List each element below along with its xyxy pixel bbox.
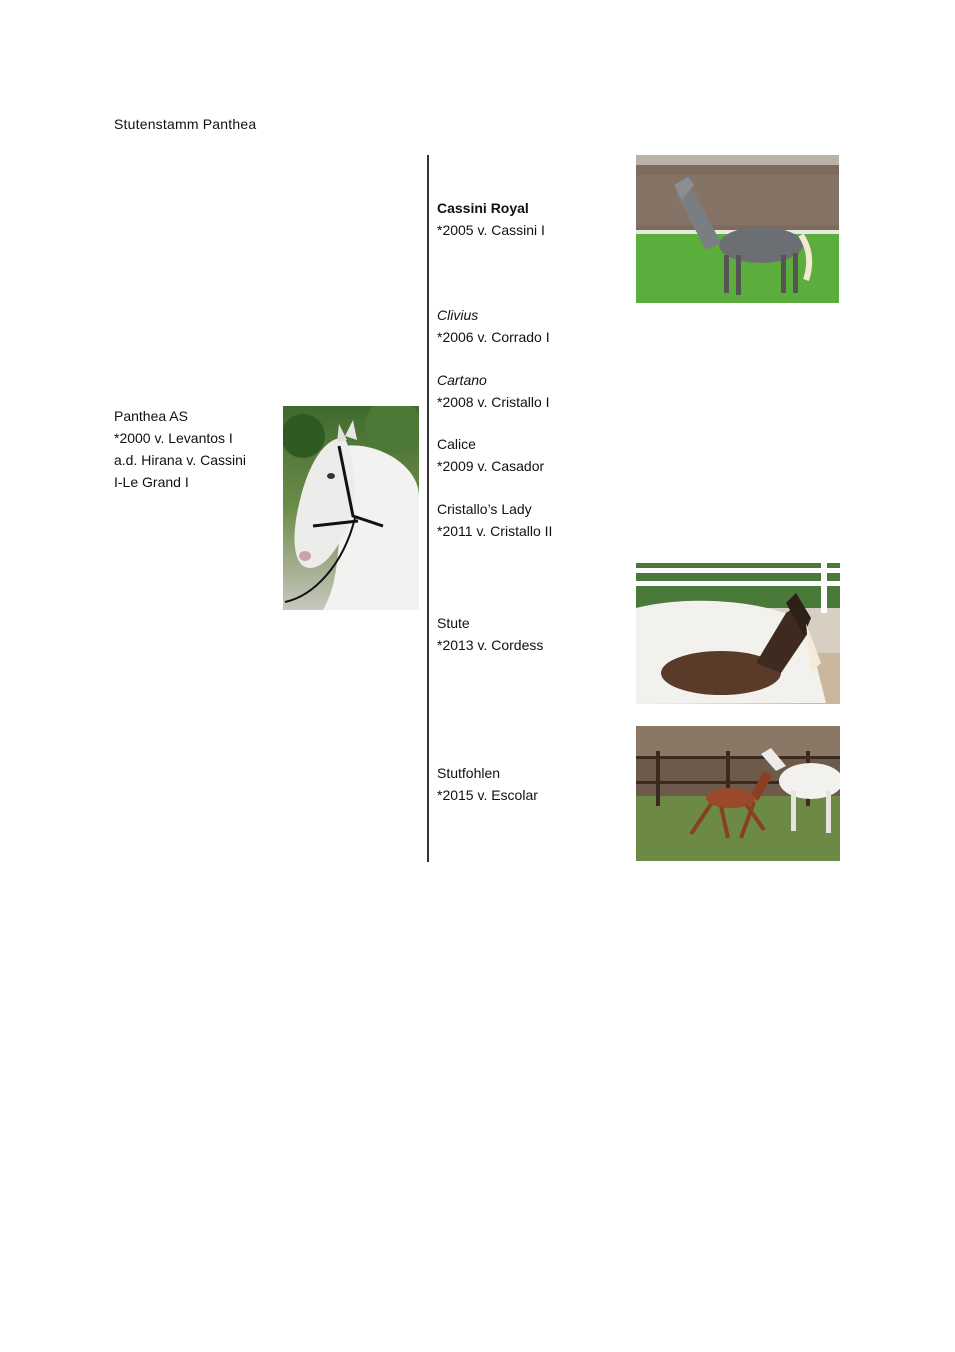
offspring-info: *2009 v. Casador (437, 458, 545, 474)
dam-description (114, 405, 274, 493)
pedigree-divider-line (427, 155, 429, 862)
offspring-info: *2011 v. Cristallo II (437, 523, 553, 539)
offspring-entry (437, 369, 627, 413)
offspring-name: Stute (437, 615, 470, 631)
dam-pedigree-line: I-Le Grand I (114, 474, 189, 490)
dam-photo-white-horse (283, 406, 419, 610)
offspring-info: *2013 v. Cordess (437, 637, 544, 653)
dam-pedigree-line: a.d. Hirana v. Cassini (114, 452, 247, 468)
offspring-name: Cristallo’s Lady (437, 501, 532, 517)
offspring-entry (437, 498, 627, 542)
photo-grey-horse-standing (636, 155, 839, 303)
dam-name: Panthea AS (114, 408, 188, 424)
offspring-entry (437, 612, 627, 656)
offspring-info: *2006 v. Corrado I (437, 329, 550, 345)
offspring-info: *2015 v. Escolar (437, 787, 538, 803)
offspring-name: Clivius (437, 307, 479, 323)
offspring-entry (437, 197, 627, 241)
offspring-entry (437, 433, 627, 477)
offspring-entry (437, 304, 627, 348)
offspring-name: Calice (437, 436, 476, 452)
photo-chestnut-foal-running (636, 726, 840, 861)
offspring-info: *2005 v. Cassini I (437, 222, 545, 238)
dam-birth-sire: *2000 v. Levantos I (114, 430, 233, 446)
offspring-name: Cartano (437, 372, 487, 388)
offspring-name: Cassini Royal (437, 200, 529, 216)
photo-dark-foal-with-mare (636, 563, 840, 704)
offspring-info: *2008 v. Cristallo I (437, 394, 550, 410)
offspring-name: Stutfohlen (437, 765, 501, 781)
page-title: Stutenstamm Panthea (114, 116, 257, 132)
offspring-entry (437, 762, 627, 806)
